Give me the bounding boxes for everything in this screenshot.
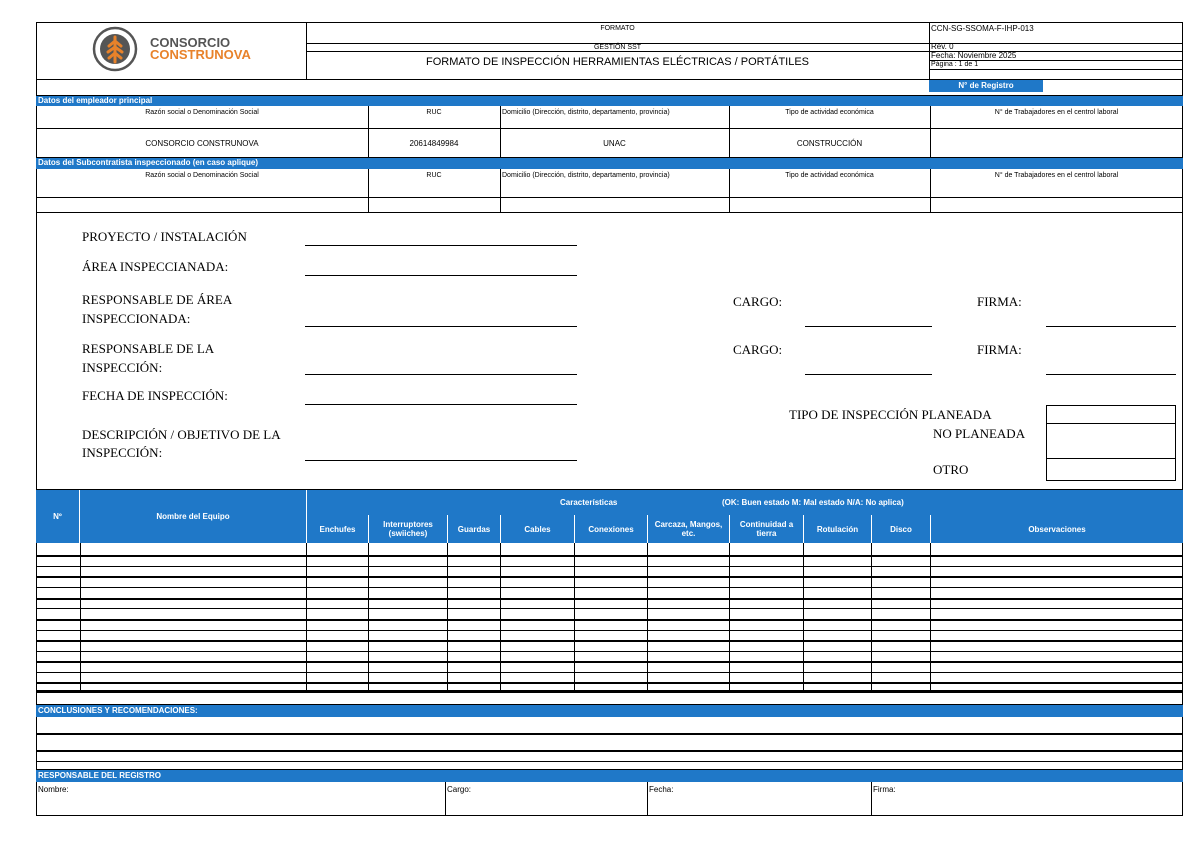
col-header-4: Cables (500, 515, 574, 543)
table-column-divider (647, 543, 648, 691)
resp-area-line[interactable] (305, 326, 577, 327)
table-row[interactable] (36, 651, 1183, 652)
table-row[interactable] (36, 587, 1183, 588)
table-row[interactable] (36, 630, 1183, 631)
col-header-5: Conexiones (574, 515, 647, 543)
label-area: ÁREA INSPECCIANADA: (82, 259, 229, 274)
format-label: FORMATO (600, 25, 635, 32)
company-logo (92, 26, 262, 74)
label-no-planeada: NO PLANEADA (933, 426, 1026, 441)
table-row[interactable] (36, 682, 1183, 684)
table-column-divider (447, 543, 448, 691)
table-column-divider (871, 543, 872, 691)
label-resp-area-1: RESPONSABLE DE ÁREA (82, 292, 233, 307)
label-tipo-planeada: TIPO DE INSPECCIÓN PLANEADA (789, 407, 992, 422)
caracteristicas-legend: (OK: Buen estado M: Mal estado N/A: No aplica) (722, 498, 904, 507)
col-header-1: Enchufes (306, 515, 368, 543)
company-name-line1: CONSORCIO (150, 35, 231, 50)
subcontractor-section-title: Datos del Subcontratista inspeccionado (en caso aplique) (36, 158, 1183, 169)
area-line[interactable] (305, 275, 577, 276)
table-column-divider (500, 543, 501, 691)
table-column-divider (574, 543, 575, 691)
employer-section-title: Datos del empleador principal (36, 96, 1183, 106)
doc-rev: Rev. 0 (931, 42, 954, 51)
label-desc-2: INSPECCIÓN: (82, 445, 163, 460)
employer-domicilio-value: UNAC (603, 139, 626, 148)
col-header-9: Disco (871, 515, 930, 543)
registro-nombre-label: Nombre: (38, 785, 69, 794)
employer-razon-value: CONSORCIO CONSTRUNOVA (145, 139, 259, 148)
col-header-7: Continuidad a tierra (729, 515, 803, 543)
conclusions-title: CONCLUSIONES Y RECOMENDACIONES: (36, 705, 1183, 717)
employer-col-tipo: Tipo de actividad económica (785, 109, 874, 116)
registro-firma-label: Firma: (873, 785, 896, 794)
registro-fecha-label: Fecha: (649, 785, 674, 794)
proyecto-line[interactable] (305, 245, 577, 246)
logo-emblem-icon (92, 26, 138, 72)
employer-col-trabajadores: N° de Trabajadores en el centrol laboral (994, 109, 1119, 116)
label-cargo-1: CARGO: (733, 294, 783, 309)
registro-badge: N° de Registro (929, 80, 1043, 92)
gestion-label: GESTIÓN SST (593, 44, 642, 51)
col-nombre-header: Nombre del Equipo (80, 490, 306, 543)
col-header-2: Interruptores (swiiches) (368, 515, 447, 543)
col-n-header: Nº (36, 490, 80, 543)
company-name-line2: CONSTRUNOVA (150, 47, 251, 62)
table-row[interactable] (36, 619, 1183, 621)
table-column-divider (80, 543, 81, 691)
sub-col-ruc: RUC (426, 172, 442, 179)
label-resp-area-2: INSPECCIONADA: (82, 311, 191, 326)
desc-line[interactable] (305, 460, 577, 461)
sub-col-trabajadores: N° de Trabajadores en el centrol laboral (994, 172, 1119, 179)
col-header-10: Observaciones (930, 515, 1183, 543)
sub-col-razon: Razón social o Denominación Social (145, 172, 259, 179)
label-cargo-2: CARGO: (733, 342, 783, 357)
table-row[interactable] (36, 661, 1183, 663)
table-row[interactable] (36, 566, 1183, 567)
employer-tipo-value: CONSTRUCCIÓN (796, 139, 863, 148)
table-row[interactable] (36, 608, 1183, 609)
table-column-divider (729, 543, 730, 691)
col-header-6: Carcaza, Mangos, etc. (647, 515, 729, 543)
registro-cargo-label: Cargo: (447, 785, 472, 794)
checkbox-otro[interactable] (1046, 459, 1176, 481)
checkbox-planeada[interactable] (1046, 405, 1176, 424)
doc-code: CCN-SG-SSOMA-F-IHP-013 (931, 24, 1034, 33)
conclusions-area[interactable] (36, 717, 1183, 770)
registro-section-title: RESPONSABLE DEL REGISTRO (36, 770, 1183, 782)
label-resp-insp-2: INSPECCIÓN: (82, 360, 163, 375)
cargo-2-line[interactable] (805, 374, 932, 375)
employer-col-ruc: RUC (426, 109, 442, 116)
table-row[interactable] (36, 640, 1183, 642)
caracteristicas-header (306, 490, 1183, 515)
firma-1-line[interactable] (1046, 326, 1176, 327)
employer-col-domicilio: Domicilio (Dirección, distrito, departamento, provincia) (502, 109, 670, 116)
employer-col-razon: Razón social o Denominación Social (145, 109, 259, 116)
label-proyecto: PROYECTO / INSTALACIÓN (82, 229, 247, 244)
employer-ruc-value: 20614849984 (409, 139, 459, 148)
cargo-1-line[interactable] (805, 326, 932, 327)
label-resp-insp-1: RESPONSABLE DE LA (82, 341, 215, 356)
label-otro: OTRO (933, 462, 969, 477)
table-column-divider (306, 543, 307, 691)
label-desc-1: DESCRIPCIÓN / OBJETIVO DE LA (82, 427, 281, 442)
table-row[interactable] (36, 598, 1183, 600)
label-firma-1: FIRMA: (977, 294, 1022, 309)
sub-col-domicilio: Domicilio (Dirección, distrito, departamento, provincia) (502, 172, 670, 179)
col-header-3: Guardas (447, 515, 500, 543)
table-row[interactable] (36, 555, 1183, 557)
table-row[interactable] (36, 672, 1183, 673)
fecha-line[interactable] (305, 404, 577, 405)
table-footer-spacer (36, 691, 1183, 705)
col-header-8: Rotulación (803, 515, 871, 543)
table-row[interactable] (36, 576, 1183, 578)
doc-page: Página : 1 de 1 (931, 61, 979, 68)
firma-2-line[interactable] (1046, 374, 1176, 375)
caracteristicas-label: Características (560, 498, 618, 507)
label-fecha: FECHA DE INSPECCIÓN: (82, 388, 228, 403)
checkbox-no-planeada[interactable] (1046, 424, 1176, 459)
table-column-divider (368, 543, 369, 691)
label-firma-2: FIRMA: (977, 342, 1022, 357)
resp-insp-line[interactable] (305, 374, 577, 375)
page-title: FORMATO DE INSPECCIÓN HERRAMIENTAS ELÉCTRICAS / PORTÁTILES (425, 56, 810, 68)
table-column-divider (930, 543, 931, 691)
sub-col-tipo: Tipo de actividad económica (785, 172, 874, 179)
table-column-divider (803, 543, 804, 691)
doc-date: Fecha: Noviembre 2025 (931, 51, 1017, 60)
